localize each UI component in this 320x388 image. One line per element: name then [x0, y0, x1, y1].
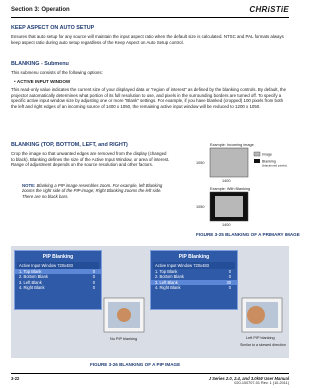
figure-26-caption: FIGURE 3-26 BLANKING OF A PIP IMAGE: [90, 362, 181, 367]
section-label: Section 3: Operation: [11, 7, 70, 13]
pip-note: [22, 183, 172, 199]
menu-row: 1. Top Blank 0: [15, 269, 101, 274]
width-label-top: 1400: [222, 179, 231, 183]
legend-blanking-label: Blanking: [262, 159, 276, 164]
menu-row: 1. Top Blank 0: [155, 269, 231, 274]
menu-title: PIP Blanking: [178, 254, 210, 260]
figure-primary-blanking: [180, 140, 292, 230]
menu-row: 3. Left Blank 30: [151, 280, 237, 285]
menu-row: 3. Left Blank 0: [19, 279, 95, 285]
legend-image-swatch: [254, 152, 260, 156]
with-blanking-label: Example: With Blanking: [210, 187, 251, 191]
width-label-bottom: 1400: [222, 223, 231, 227]
menu-row: 2. Bottom Blank 0: [19, 274, 95, 280]
active-window-body: This read-only value indicates the current size of your displayed data or "region of interest" as defined by the blanking controls. By default, the projector automatically determines what portion of its full resolution to use, and pixels in the surrounding borders are turned off. To specify a specific active input window size by adjusting one or more "Blank" settings. For example, if you have blanked (cropped) 100 pixels from both the left and right edges of an incoming source of 1400 x 1050, the remaining active input window will be reduced to 1200 x 1050.: [11, 87, 287, 109]
incoming-image-label: Example: Incoming image: [210, 143, 254, 147]
bullet-active-input-window: • ACTIVE INPUT WINDOW: [14, 79, 71, 84]
brand-logo: CHRiSTiE: [249, 5, 289, 14]
legend-blanking-sub: (blackened pixels): [262, 163, 287, 168]
menu-active-window: Active Input Window 720x483: [17, 262, 99, 269]
blanking-heading: BLANKING - Submenu: [11, 61, 69, 67]
document-number: 020-100707-01 Rev. 1 (10-2011): [234, 381, 289, 385]
height-label-top: 1050: [196, 161, 205, 165]
menu-title: PIP Blanking: [42, 254, 74, 260]
pip-menu-left: [14, 250, 102, 310]
left-callout: No PIP blanking: [110, 337, 138, 341]
bullet-label: ACTIVE INPUT WINDOW: [16, 79, 71, 84]
menu-row: 2. Bottom Blank 0: [155, 274, 231, 280]
keep-aspect-body: Ensures that auto setup for any source will maintain the input aspect ratio when the default size is calculated. NTSC and PAL formats always keep aspect ratio during auto setup regardless of the Keep Aspect on Auto Setup control.: [11, 34, 284, 45]
legend-image-label: Image: [262, 152, 272, 157]
menu-row: 4. Right Blank 0: [155, 285, 231, 291]
keep-aspect-heading: KEEP ASPECT ON AUTO SETUP: [11, 25, 95, 31]
footer-rule: [11, 373, 289, 374]
blanking-sides-heading: BLANKING (TOP, BOTTOM, LEFT, and RIGHT): [11, 142, 128, 148]
incoming-image: [210, 148, 248, 177]
height-label-bottom: 1050: [196, 205, 205, 209]
menu-active-window: Active Input Window 720x483: [153, 262, 235, 269]
header-rule: [11, 17, 289, 18]
figure-25-caption: FIGURE 3-25 BLANKING OF A PRIMARY IMAGE: [196, 232, 300, 237]
manual-title: J Series 2.0, 2.4, and 3.0kW User Manual: [208, 376, 289, 381]
legend-blanking-swatch: [254, 159, 260, 163]
right-note: Similar to a skewed direction: [240, 343, 286, 347]
page-number: 3-22: [11, 376, 20, 381]
note-label: NOTE:: [22, 183, 36, 188]
pip-window-left: [102, 292, 148, 354]
blanked-active-area: [215, 196, 243, 217]
right-callout: Left PIP blanking: [246, 336, 275, 340]
pip-menu-right: [150, 250, 238, 310]
blanking-sides-body: Crop the image so that unwanted edges are removed from the display (changed to black). Blanking defines the size of the Active Input Window, or area of interest. Range of adjustment depends on the source resolution and other factors.: [11, 151, 170, 168]
note-text: Blanking a PIP image resembles zoom. For example, left Blanking zooms the right side of the PIP image; Right Blanking zooms the left side. There are no black bars.: [22, 183, 163, 199]
menu-row: 4. Right Blank 0: [19, 285, 95, 291]
blanking-intro: This submenu consists of the following options:: [11, 70, 103, 75]
